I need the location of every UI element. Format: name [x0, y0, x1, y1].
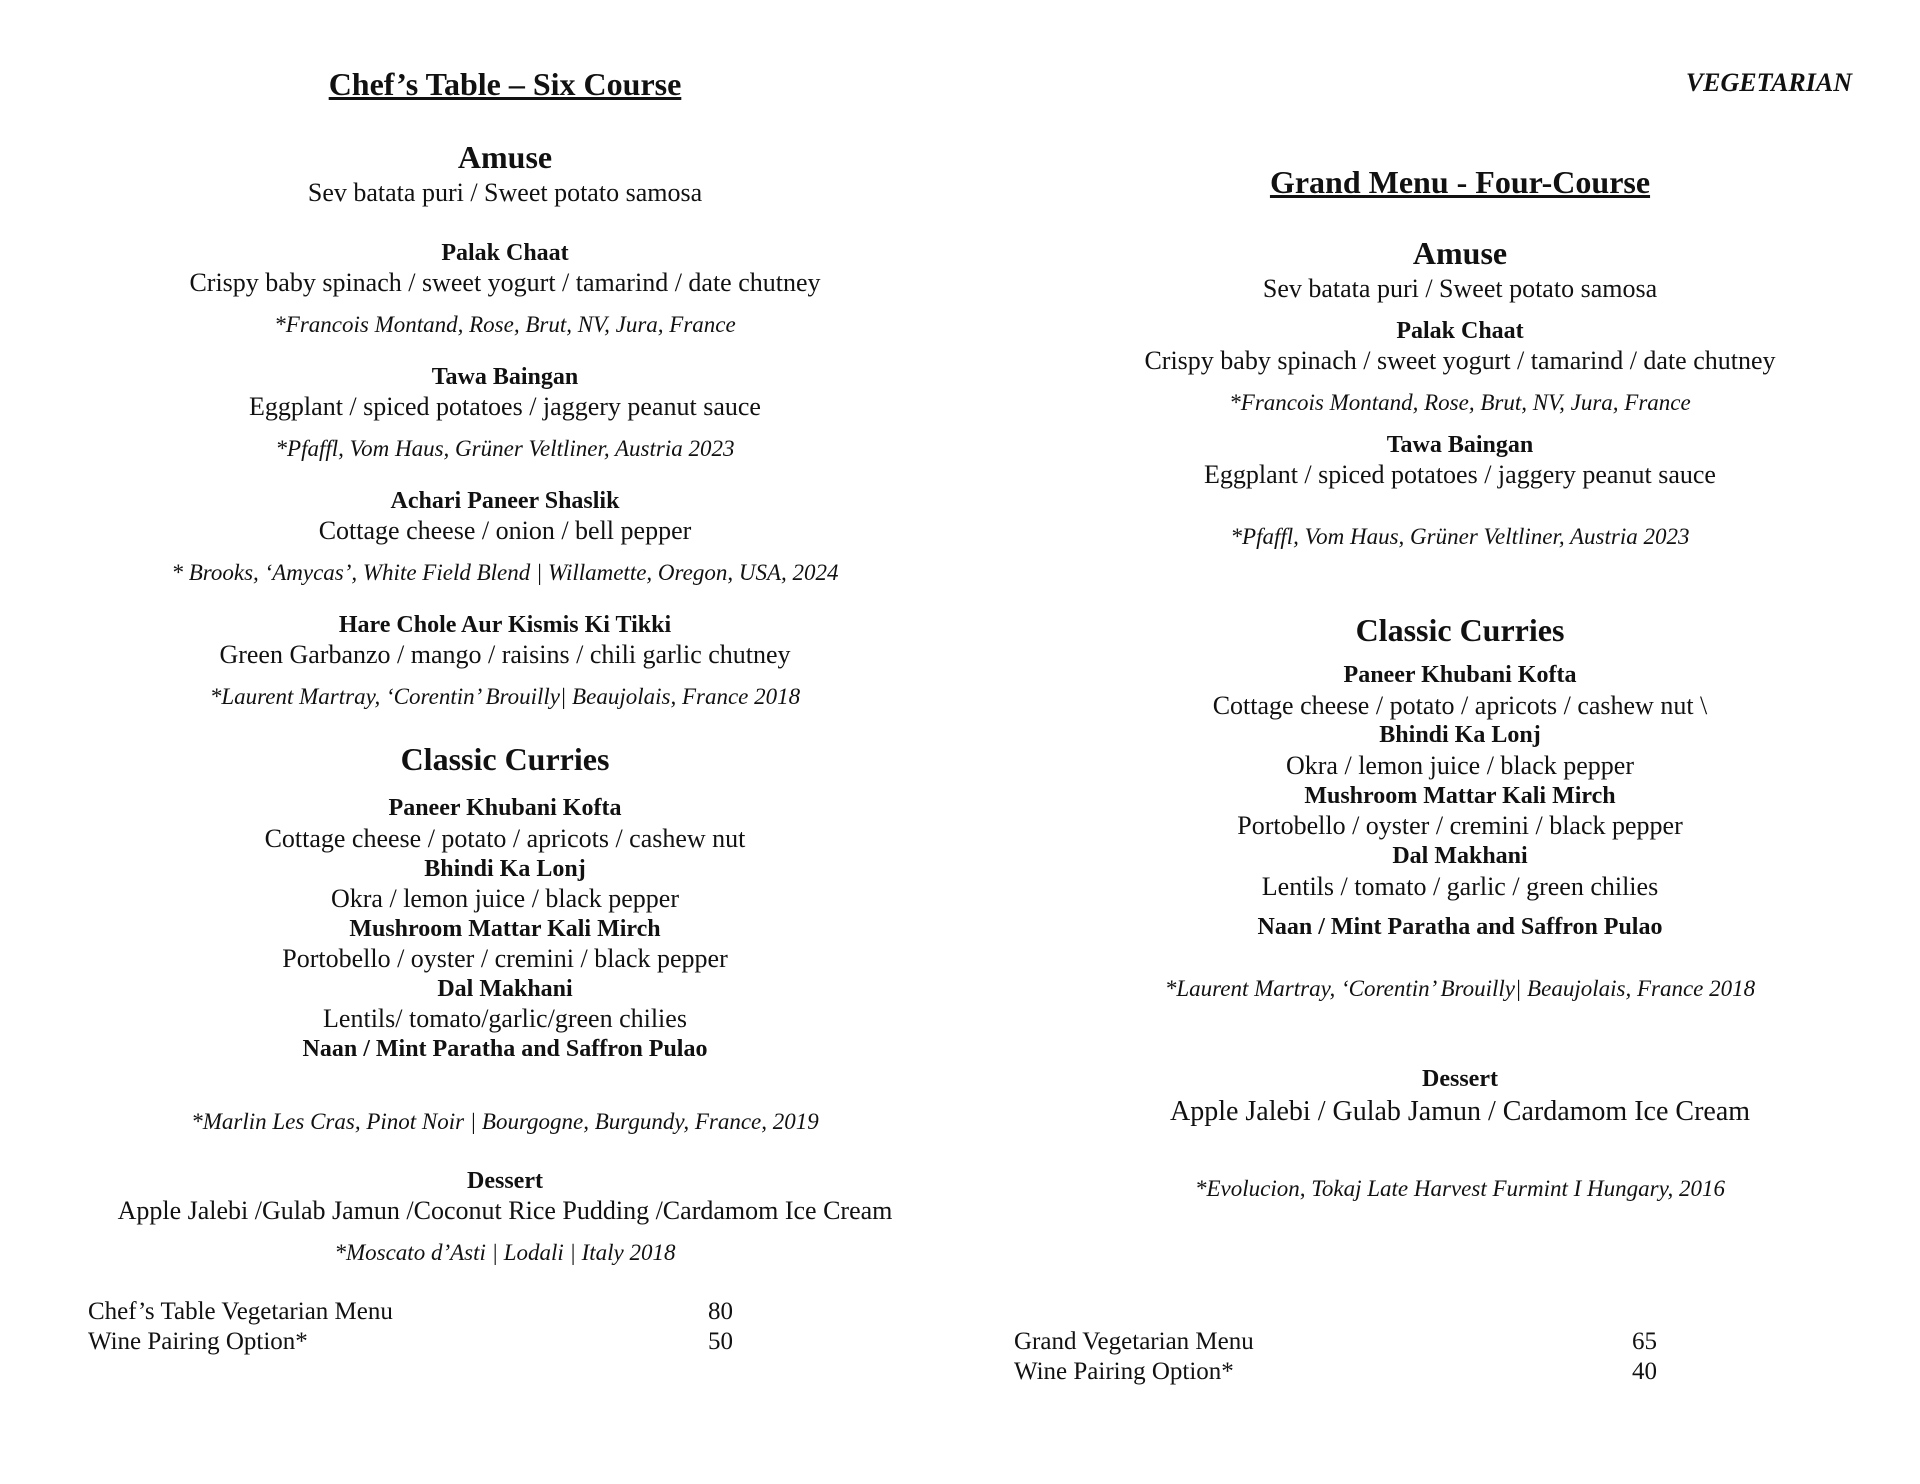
- paneer-kofta-name: Paneer Khubani Kofta: [388, 795, 622, 821]
- achari-paneer-name: Achari Paneer Shaslik: [390, 488, 620, 514]
- bhindi-description: Okra / lemon juice / black pepper: [331, 884, 679, 913]
- amuse-description: Sev batata puri / Sweet potato samosa: [307, 178, 703, 207]
- grand-tawa-baingan-description: Eggplant / spiced potatoes / jaggery peanut sauce: [1204, 460, 1716, 489]
- vegetarian-badge: VEGETARIAN: [1685, 68, 1852, 97]
- grand-price-row-menu: [1014, 1328, 1694, 1358]
- grand-dessert-heading: Dessert: [1422, 1066, 1498, 1092]
- grand-price-menu-label: Grand Vegetarian Menu: [1014, 1328, 1254, 1355]
- paneer-kofta-description: Cottage cheese / potato / apricots / cashew nut: [264, 824, 746, 853]
- palak-chaat-wine: *Francois Montand, Rose, Brut, NV, Jura, France: [274, 312, 736, 337]
- bhindi-name: Bhindi Ka Lonj: [424, 856, 586, 882]
- grand-amuse-heading: Amuse: [1412, 235, 1508, 271]
- hare-chole-description: Green Garbanzo / mango / raisins / chili garlic chutney: [219, 640, 791, 669]
- hare-chole-wine: *Laurent Martray, ‘Corentin’ Brouilly| Beaujolais, France 2018: [209, 684, 801, 709]
- grand-classic-curries-heading: Classic Curries: [1355, 612, 1565, 648]
- grand-price-menu-value: 65: [1632, 1328, 1657, 1355]
- hare-chole-name: Hare Chole Aur Kismis Ki Tikki: [338, 612, 672, 638]
- grand-tawa-baingan-name: Tawa Baingan: [1386, 432, 1534, 458]
- chefs-table-title: Chef’s Table – Six Course: [328, 66, 682, 102]
- grand-dessert-description: Apple Jalebi / Gulab Jamun / Cardamom Ice Cream: [1169, 1096, 1751, 1127]
- mushroom-mattar-name: Mushroom Mattar Kali Mirch: [349, 916, 661, 942]
- grand-price-row-wine: [1014, 1358, 1694, 1388]
- grand-paneer-kofta-name: Paneer Khubani Kofta: [1343, 662, 1577, 688]
- grand-price-wine-label: Wine Pairing Option*: [1014, 1358, 1234, 1385]
- palak-chaat-name: Palak Chaat: [441, 240, 569, 266]
- grand-menu-title: Grand Menu - Four-Course: [1269, 164, 1651, 200]
- grand-dal-makhani-description: Lentils / tomato / garlic / green chilies: [1261, 872, 1659, 901]
- grand-dessert-wine: *Evolucion, Tokaj Late Harvest Furmint I Hungary, 2016: [1194, 1176, 1726, 1201]
- price-menu-label: Chef’s Table Vegetarian Menu: [88, 1298, 393, 1325]
- grand-bhindi-name: Bhindi Ka Lonj: [1379, 722, 1541, 748]
- mushroom-mattar-description: Portobello / oyster / cremini / black pepper: [282, 944, 728, 973]
- grand-naan-pulao-name: Naan / Mint Paratha and Saffron Pulao: [1257, 914, 1663, 940]
- grand-palak-chaat-description: Crispy baby spinach / sweet yogurt / tamarind / date chutney: [1144, 346, 1776, 375]
- dal-makhani-description: Lentils/ tomato/garlic/green chilies: [323, 1004, 687, 1033]
- classic-curries-heading: Classic Curries: [400, 741, 610, 777]
- grand-price-wine-value: 40: [1632, 1358, 1657, 1385]
- tawa-baingan-wine: *Pfaffl, Vom Haus, Grüner Veltliner, Austria 2023: [275, 436, 735, 461]
- grand-mushroom-mattar-name: Mushroom Mattar Kali Mirch: [1304, 783, 1616, 809]
- price-wine-label: Wine Pairing Option*: [88, 1328, 308, 1355]
- price-wine-value: 50: [708, 1328, 733, 1355]
- grand-classic-curries-wine: *Laurent Martray, ‘Corentin’ Brouilly| Beaujolais, France 2018: [1164, 976, 1756, 1001]
- dessert-wine: *Moscato d’Asti | Lodali | Italy 2018: [334, 1240, 676, 1265]
- grand-amuse-description: Sev batata puri / Sweet potato samosa: [1262, 274, 1658, 303]
- tawa-baingan-name: Tawa Baingan: [431, 364, 579, 390]
- grand-palak-chaat-name: Palak Chaat: [1396, 318, 1524, 344]
- palak-chaat-description: Crispy baby spinach / sweet yogurt / tamarind / date chutney: [189, 268, 821, 297]
- grand-tawa-baingan-wine: *Pfaffl, Vom Haus, Grüner Veltliner, Austria 2023: [1230, 524, 1690, 549]
- grand-dal-makhani-name: Dal Makhani: [1392, 843, 1528, 869]
- amuse-heading: Amuse: [457, 139, 553, 175]
- price-row-wine: [88, 1328, 748, 1358]
- grand-bhindi-description: Okra / lemon juice / black pepper: [1286, 751, 1634, 780]
- dal-makhani-name: Dal Makhani: [437, 976, 573, 1002]
- price-menu-value: 80: [708, 1298, 733, 1325]
- grand-paneer-kofta-description: Cottage cheese / potato / apricots / cashew nut \: [1212, 691, 1708, 720]
- grand-mushroom-mattar-description: Portobello / oyster / cremini / black pepper: [1237, 811, 1683, 840]
- dessert-heading: Dessert: [467, 1168, 543, 1194]
- naan-pulao-name: Naan / Mint Paratha and Saffron Pulao: [302, 1036, 708, 1062]
- tawa-baingan-description: Eggplant / spiced potatoes / jaggery peanut sauce: [249, 392, 761, 421]
- achari-paneer-description: Cottage cheese / onion / bell pepper: [318, 516, 692, 545]
- achari-paneer-wine: * Brooks, ‘Amycas’, White Field Blend | Willamette, Oregon, USA, 2024: [171, 560, 839, 585]
- price-row-menu: [88, 1298, 748, 1328]
- classic-curries-wine: *Marlin Les Cras, Pinot Noir | Bourgogne, Burgundy, France, 2019: [191, 1109, 819, 1134]
- grand-palak-chaat-wine: *Francois Montand, Rose, Brut, NV, Jura, France: [1229, 390, 1691, 415]
- dessert-description: Apple Jalebi /Gulab Jamun /Coconut Rice Pudding /Cardamom Ice Cream: [117, 1196, 893, 1225]
